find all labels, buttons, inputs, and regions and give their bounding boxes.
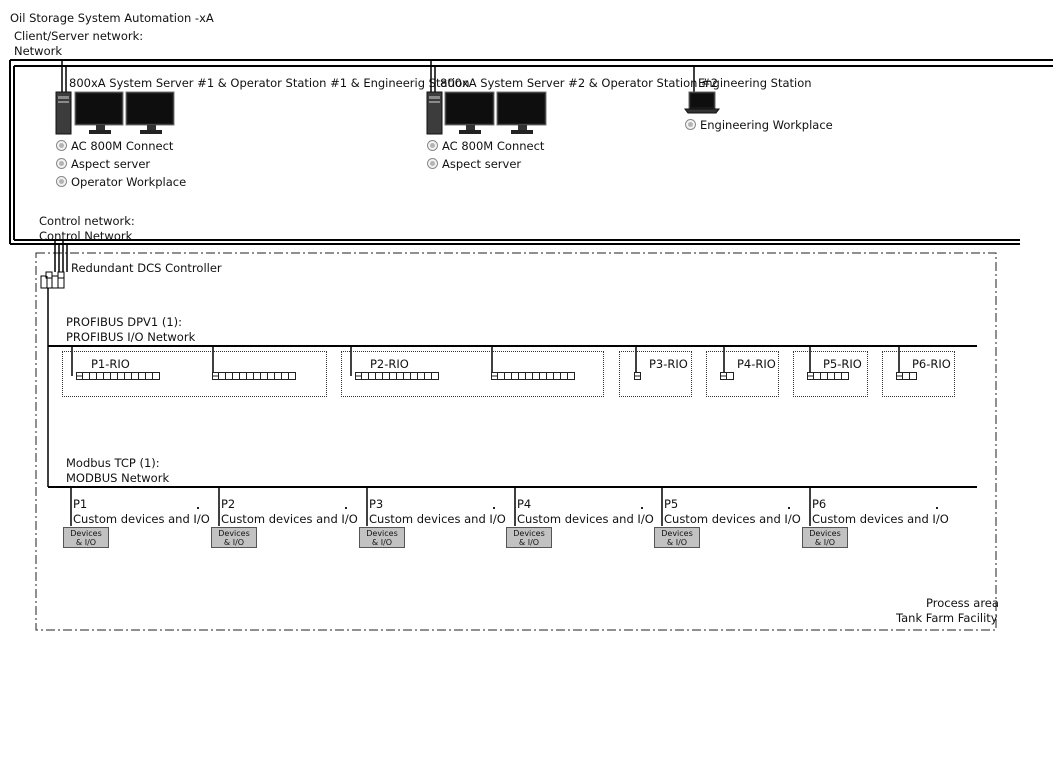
service-icon — [427, 158, 438, 169]
modbus-node-desc: Custom devices and I/O — [73, 512, 210, 526]
rio-label-p6: P6-RIO — [912, 357, 951, 371]
controller-icon — [41, 272, 64, 288]
process-area-boundary — [36, 253, 996, 630]
rio-modules-p6 — [896, 372, 916, 380]
modbus-network-name: MODBUS Network — [66, 471, 170, 485]
service-label: AC 800M Connect — [442, 139, 545, 153]
modbus-node-name: P6 — [812, 497, 827, 511]
devices-box[interactable] — [654, 527, 700, 548]
modbus-node-marker — [788, 507, 790, 509]
station-1-name[interactable]: 800xA System Server #1 & Operator Station #1 & Engineerig Station — [69, 76, 470, 90]
service-icon — [56, 176, 67, 187]
rio-modules-p3 — [634, 372, 640, 380]
modbus-node-marker — [493, 507, 495, 509]
modbus-node-name: P4 — [517, 497, 532, 511]
service-label: Engineering Workplace — [700, 118, 833, 132]
devices-box-line1: Devices — [809, 529, 841, 538]
profibus-label: PROFIBUS DPV1 (1): — [66, 315, 183, 329]
modbus-node-name: P3 — [369, 497, 384, 511]
devices-box-line1: Devices — [366, 529, 398, 538]
rio-modules-p2-a — [355, 372, 438, 380]
devices-box-line1: Devices — [661, 529, 693, 538]
service-label: Operator Workplace — [71, 175, 187, 189]
rio-modules-p2-b — [491, 372, 574, 380]
modbus-node-name: P1 — [73, 497, 88, 511]
service-label: AC 800M Connect — [71, 139, 174, 153]
service-icon — [56, 140, 67, 151]
profibus-network-name: PROFIBUS I/O Network — [66, 330, 196, 344]
client-server-network-label: Client/Server network: — [14, 29, 144, 43]
rio-io-module[interactable] — [288, 372, 296, 380]
devices-box-line2: & I/O — [666, 538, 688, 547]
process-area-label: Process area — [926, 596, 999, 610]
modbus-node-desc: Custom devices and I/O — [664, 512, 801, 526]
service-icon — [685, 119, 696, 130]
rio-label-p2: P2-RIO — [370, 357, 409, 371]
modbus-node-desc: Custom devices and I/O — [517, 512, 654, 526]
rio-io-module[interactable] — [567, 372, 575, 380]
service-icon — [427, 140, 438, 151]
rio-io-module[interactable] — [841, 372, 849, 380]
modbus-node-desc: Custom devices and I/O — [369, 512, 506, 526]
modbus-node-marker — [345, 507, 347, 509]
modbus-node-name: P2 — [221, 497, 236, 511]
devices-box-line2: & I/O — [518, 538, 540, 547]
rio-io-module[interactable] — [726, 372, 734, 380]
devices-box[interactable] — [802, 527, 848, 548]
client-server-network-name: Network — [14, 44, 63, 58]
service-icon — [56, 158, 67, 169]
devices-box-line1: Devices — [513, 529, 545, 538]
devices-box[interactable] — [506, 527, 552, 548]
control-network-label: Control network: — [39, 214, 135, 228]
rio-label-p5: P5-RIO — [823, 357, 862, 371]
engineering-station-name[interactable]: Engineering Station — [698, 76, 812, 90]
modbus-node-desc: Custom devices and I/O — [221, 512, 358, 526]
devices-box[interactable] — [211, 527, 257, 548]
modbus-node-marker — [197, 507, 199, 509]
system-title: Oil Storage System Automation -xA — [10, 11, 214, 25]
modbus-node-name: P5 — [664, 497, 679, 511]
service-label: Aspect server — [442, 157, 522, 171]
devices-box-line2: & I/O — [371, 538, 393, 547]
rio-io-module[interactable] — [909, 372, 917, 380]
rio-modules-p1-b — [212, 372, 295, 380]
service-label: Aspect server — [71, 157, 151, 171]
devices-box[interactable] — [359, 527, 405, 548]
process-area-name: Tank Farm Facility — [896, 611, 998, 625]
control-network-name: Control Network — [39, 229, 133, 243]
rio-modules-p1-a — [76, 372, 159, 380]
devices-box-line2: & I/O — [75, 538, 97, 547]
devices-box[interactable] — [63, 527, 109, 548]
devices-box-line2: & I/O — [814, 538, 836, 547]
devices-box-line2: & I/O — [223, 538, 245, 547]
modbus-node-marker — [641, 507, 643, 509]
station-2-name[interactable]: 800xA System Server #2 & Operator Station #2 — [440, 76, 719, 90]
rio-label-p4: P4-RIO — [737, 357, 776, 371]
rio-io-module[interactable] — [431, 372, 439, 380]
rio-io-module[interactable] — [152, 372, 160, 380]
rio-modules-p5 — [807, 372, 848, 380]
control-network-line — [10, 240, 1020, 244]
devices-box-line1: Devices — [70, 529, 102, 538]
rio-modules-p4 — [720, 372, 733, 380]
laptop-icon — [685, 92, 719, 113]
modbus-label: Modbus TCP (1): — [66, 456, 160, 470]
modbus-node-marker — [936, 507, 938, 509]
rio-label-p1: P1-RIO — [91, 357, 130, 371]
devices-box-line1: Devices — [218, 529, 250, 538]
modbus-node-desc: Custom devices and I/O — [812, 512, 949, 526]
station-2-computer-icon — [427, 92, 546, 134]
station-1-computer-icon — [56, 92, 174, 134]
rio-label-p3: P3-RIO — [649, 357, 688, 371]
controller-label[interactable]: Redundant DCS Controller — [71, 261, 222, 275]
rio-head-module[interactable] — [634, 372, 641, 380]
